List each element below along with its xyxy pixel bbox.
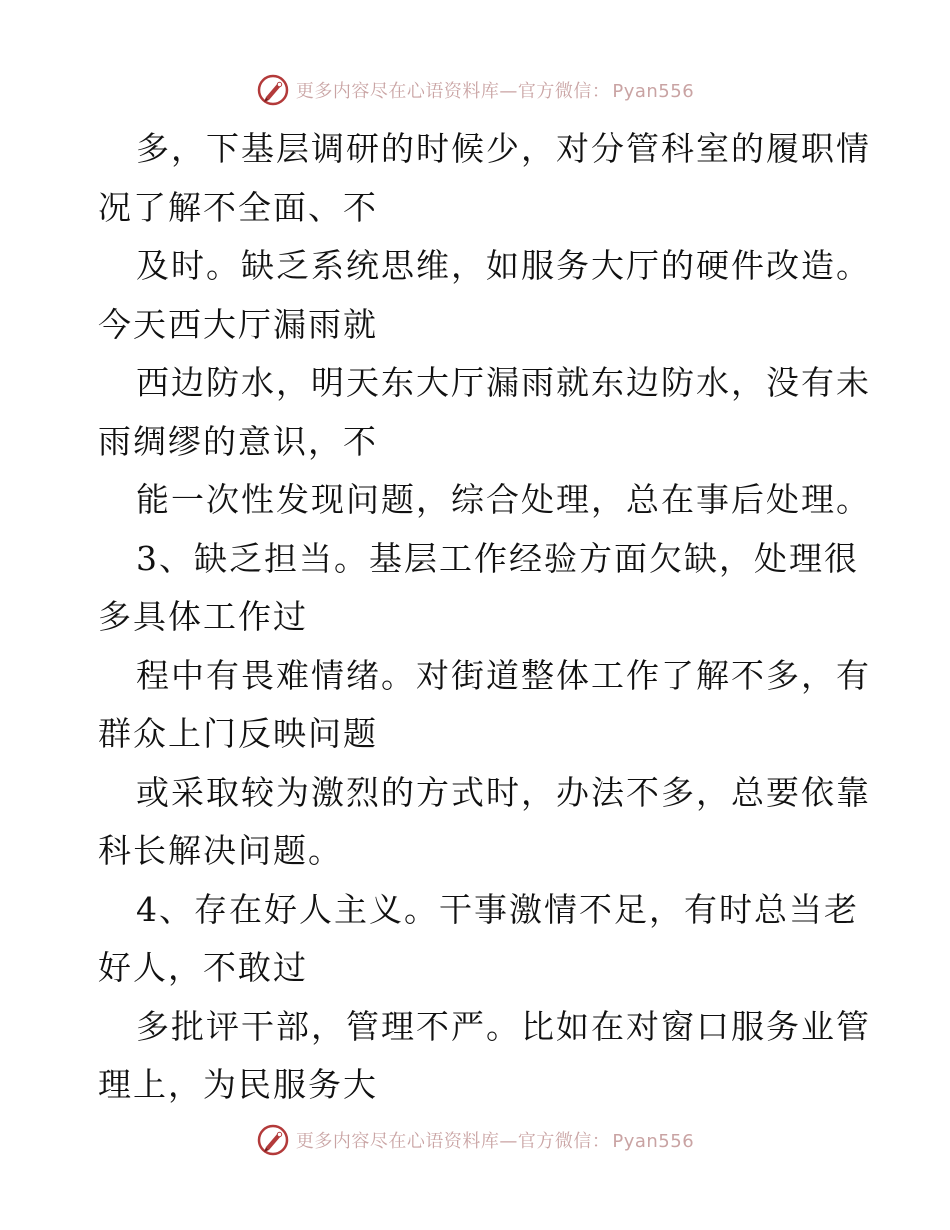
text-line: 或采取较为激烈的方式时，办法不多，总要依靠 (136, 772, 871, 812)
text-line: 理上，为民服务大 (98, 1065, 378, 1104)
text-line: 今天西大厅漏雨就 (98, 304, 378, 344)
text-line: 群众上门反映问题 (98, 714, 378, 753)
text-line: 3、缺乏担当。基层工作经验方面欠缺，处理很 (136, 538, 859, 578)
text-line: 及时。缺乏系统思维，如服务大厅的硬件改造。 (136, 246, 871, 285)
text-line: 4、存在好人主义。干事激情不足，有时总当老 (136, 889, 859, 929)
footer-banner (0, 1120, 950, 1160)
text-line: 多具体工作过 (98, 597, 308, 636)
header-banner-text (296, 77, 694, 103)
footer-wechat-id: Pyan556 (612, 1131, 695, 1152)
text-line: 多，下基层调研的时候少，对分管科室的履职情 (136, 129, 871, 168)
header-banner (0, 70, 950, 110)
header-banner-label: 更多内容尽在心语资料库—官方微信： (295, 81, 611, 102)
pen-logo-icon (256, 73, 290, 107)
text-line: 好人，不敢过 (98, 948, 308, 987)
text-line: 况了解不全面、不 (98, 187, 378, 227)
footer-banner-text (296, 1127, 694, 1153)
text-line: 西边防水，明天东大厅漏雨就东边防水，没有未 (136, 363, 871, 402)
document-body (98, 120, 871, 1115)
text-line: 程中有畏难情绪。对街道整体工作了解不多，有 (136, 655, 871, 695)
footer-banner-label: 更多内容尽在心语资料库—官方微信： (295, 1131, 611, 1152)
text-line: 多批评干部，管理不严。比如在对窗口服务业管 (136, 1006, 871, 1046)
header-wechat-id: Pyan556 (612, 81, 695, 102)
text-line: 科长解决问题。 (98, 831, 343, 870)
text-line: 雨绸缪的意识，不 (98, 421, 378, 461)
pen-logo-icon (256, 1123, 290, 1157)
text-line: 能一次性发现问题，综合处理，总在事后处理。 (136, 480, 871, 519)
